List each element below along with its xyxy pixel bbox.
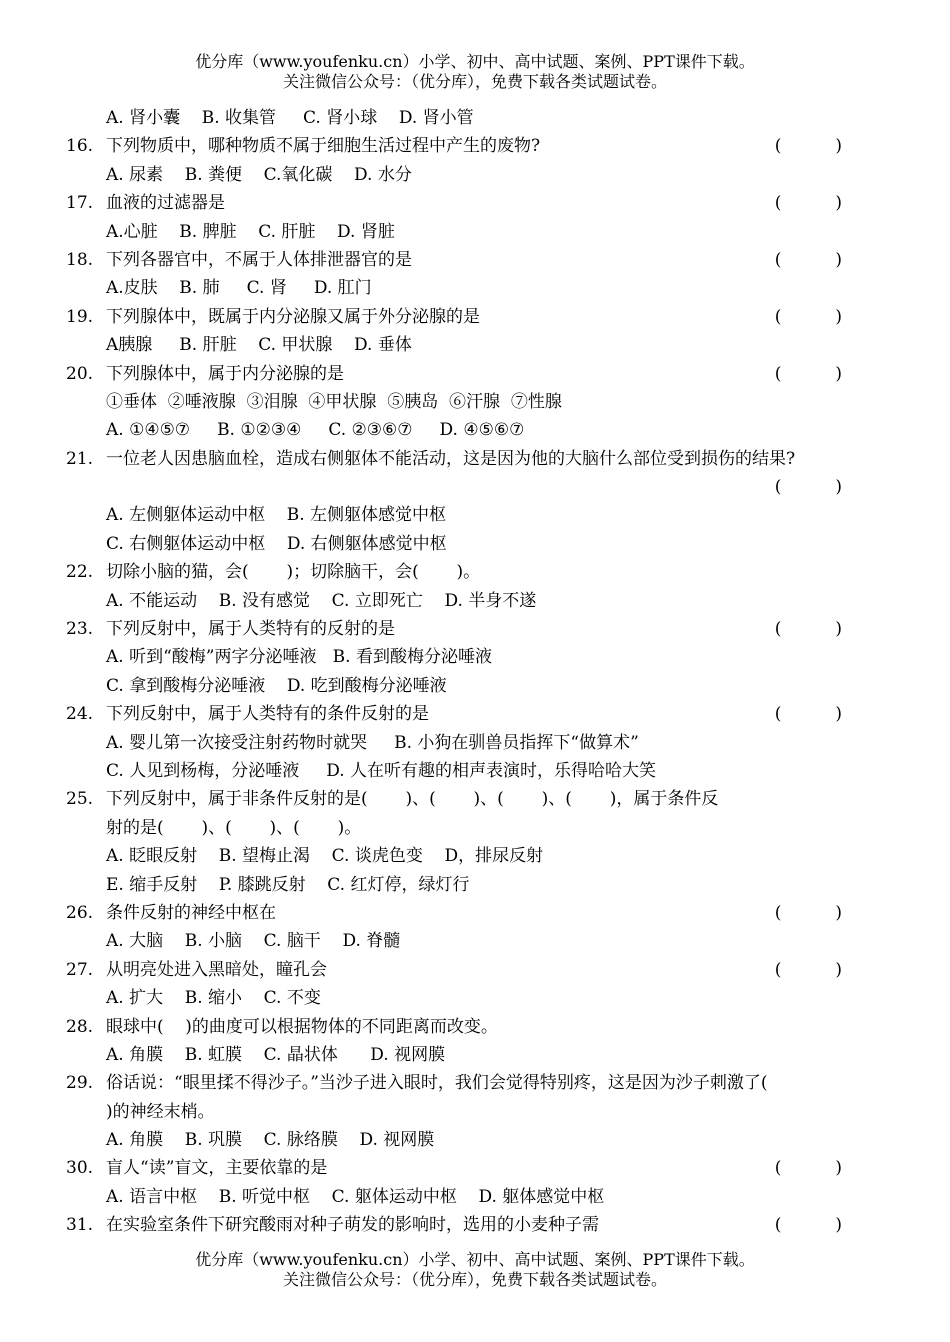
question-text: 下列物质中，哪种物质不属于细胞生活过程中产生的废物? — [106, 136, 541, 157]
answer-bracket: ( ) — [774, 306, 842, 327]
option-line — [66, 1126, 896, 1154]
option-line — [66, 1041, 896, 1069]
option-text: A.皮肤 B. 肺 C. 肾 D. 肛门 — [106, 278, 372, 299]
option-line — [66, 1183, 896, 1211]
question-number: 23. — [66, 619, 94, 640]
option-text: ①垂体 ②唾液腺 ③泪腺 ④甲状腺 ⑤胰岛 ⑥汗腺 ⑦性腺 — [106, 391, 562, 412]
question-line — [66, 189, 896, 217]
question-text: 从明亮处进入黑暗处，瞳孔会 — [106, 959, 327, 980]
option-line — [66, 331, 896, 359]
option-text: A. 左侧躯体运动中枢 B. 左侧躯体感觉中枢 — [106, 505, 446, 526]
option-line — [66, 530, 896, 558]
question-line — [66, 956, 896, 984]
question-number: 27. — [66, 959, 94, 980]
answer-bracket: ( ) — [774, 477, 842, 498]
question-line — [66, 132, 896, 160]
option-line — [66, 729, 896, 757]
question-text: 在实验室条件下研究酸雨对种子萌发的影响时，选用的小麦种子需 — [106, 1215, 599, 1236]
question-text: 下列腺体中，属于内分泌腺的是 — [106, 363, 344, 384]
answer-bracket: ( ) — [774, 249, 842, 270]
option-text: A. 大脑 B. 小脑 C. 脑干 D. 脊髓 — [106, 931, 401, 952]
option-text: A. 肾小囊 B. 收集管 C. 肾小球 D. 肾小管 — [106, 108, 474, 128]
question-number: 16. — [66, 136, 94, 157]
question-text: 下列反射中，属于非条件反射的是( )、( )、( )、( )，属于条件反 — [106, 789, 719, 810]
option-text: A. 尿素 B. 粪便 C.氧化碳 D. 水分 — [106, 164, 412, 185]
option-text: E. 缩手反射 P. 膝跳反射 C. 红灯停，绿灯行 — [106, 874, 470, 895]
option-text: A. 扩大 B. 缩小 C. 不变 — [106, 988, 321, 1009]
question-number: 31. — [66, 1215, 94, 1236]
option-text: A胰腺 B. 肝脏 C. 甲状腺 D. 垂体 — [106, 335, 412, 356]
footer-line-2: 关注微信公众号：（优分库），免费下载各类试题试卷。 — [282, 1270, 667, 1289]
question-list — [66, 104, 896, 1240]
option-text: A. 听到“酸梅”两字分泌唾液 B. 看到酸梅分泌唾液 — [106, 647, 492, 668]
option-line — [66, 757, 896, 785]
question-number: 20. — [66, 363, 94, 384]
option-line — [66, 984, 896, 1012]
question-text: 血液的过滤器是 — [106, 193, 225, 214]
question-line — [66, 246, 896, 274]
answer-bracket: ( ) — [774, 619, 842, 640]
answer-bracket: ( ) — [774, 193, 842, 214]
answer-bracket: ( ) — [774, 1158, 842, 1179]
question-text: 切除小脑的猫，会( )；切除脑干，会( )。 — [106, 562, 481, 583]
option-text: C. 拿到酸梅分泌唾液 D. 吃到酸梅分泌唾液 — [106, 675, 447, 696]
question-line — [66, 445, 896, 473]
question-text: 盲人“读”盲文，主要依靠的是 — [106, 1158, 328, 1179]
question-number: 26. — [66, 902, 94, 923]
option-text: A. 语言中枢 B. 听觉中枢 C. 躯体运动中枢 D. 躯体感觉中枢 — [106, 1186, 605, 1207]
question-number: 21. — [66, 448, 94, 469]
question-number: 22. — [66, 562, 94, 583]
answer-bracket: ( ) — [774, 959, 842, 980]
option-text: C. 人见到杨梅，分泌唾液 D. 人在听有趣的相声表演时，乐得哈哈大笑 — [106, 760, 657, 781]
question-line — [66, 303, 896, 331]
question-number: 17. — [66, 193, 94, 214]
header-line-1: 优分库（www.youfenku.cn）小学、初中、高中试题、案例、PPT课件下载。 — [195, 52, 755, 71]
question-number: 29. — [66, 1073, 94, 1094]
question-number: 18. — [66, 249, 94, 270]
question-number: 24. — [66, 704, 94, 725]
question-line — [66, 615, 896, 643]
option-text: A. 角膜 B. 虹膜 C. 晶状体 D. 视网膜 — [106, 1044, 446, 1065]
header-line-2: 关注微信公众号：（优分库），免费下载各类试题试卷。 — [282, 72, 667, 91]
question-text: 下列腺体中，既属于内分泌腺又属于外分泌腺的是 — [106, 306, 480, 327]
option-line — [66, 871, 896, 899]
question-line — [66, 360, 896, 388]
question-line — [66, 785, 896, 813]
option-line — [66, 218, 896, 246]
question-line — [66, 558, 896, 586]
option-text — [66, 477, 106, 497]
footer-line-1: 优分库（www.youfenku.cn）小学、初中、高中试题、案例、PPT课件下载。 — [195, 1250, 755, 1269]
option-line — [66, 274, 896, 302]
question-text: 俗话说：“眼里揉不得沙子。”当沙子进入眼时，我们会觉得特别疼，这是因为沙子刺激了( — [106, 1073, 768, 1094]
page-header — [0, 52, 950, 92]
answer-bracket: ( ) — [774, 363, 842, 384]
option-line — [66, 161, 896, 189]
option-line — [66, 672, 896, 700]
question-text: 下列反射中，属于人类特有的反射的是 — [106, 619, 395, 640]
question-text: 条件反射的神经中枢在 — [106, 902, 276, 923]
option-text: A. 角膜 B. 巩膜 C. 脉络膜 D. 视网膜 — [106, 1130, 435, 1151]
option-line — [66, 643, 896, 671]
question-line — [66, 1154, 896, 1182]
option-text: A. ①④⑤⑦ B. ①②③④ C. ②③⑥⑦ D. ④⑤⑥⑦ — [106, 420, 525, 441]
question-text: 下列反射中，属于人类特有的条件反射的是 — [106, 704, 429, 725]
option-line — [66, 842, 896, 870]
question-line — [66, 1211, 896, 1239]
option-line — [66, 927, 896, 955]
question-number: 25. — [66, 789, 94, 810]
option-line — [66, 104, 896, 132]
answer-line — [66, 473, 896, 501]
option-line — [66, 388, 896, 416]
answer-bracket: ( ) — [774, 1215, 842, 1236]
question-text: 下列各器官中，不属于人体排泄器官的是 — [106, 249, 412, 270]
question-line — [66, 1069, 896, 1097]
question-number: 28. — [66, 1016, 94, 1037]
question-line — [66, 1013, 896, 1041]
question-number: 19. — [66, 306, 94, 327]
option-text: 射的是( )、( )、( )。 — [106, 817, 362, 838]
question-line — [66, 700, 896, 728]
answer-bracket: ( ) — [774, 902, 842, 923]
option-text: A. 不能运动 B. 没有感觉 C. 立即死亡 D. 半身不遂 — [106, 590, 537, 611]
answer-bracket: ( ) — [774, 704, 842, 725]
page-footer — [0, 1250, 950, 1290]
option-line — [66, 501, 896, 529]
option-line — [66, 587, 896, 615]
option-text: C. 右侧躯体运动中枢 D. 右侧躯体感觉中枢 — [106, 533, 447, 554]
question-text: 一位老人因患脑血栓，造成右侧躯体不能活动，这是因为他的大脑什么部位受到损伤的结果? — [106, 448, 796, 469]
question-text: 眼球中( )的曲度可以根据物体的不同距离而改变。 — [106, 1016, 498, 1037]
answer-bracket: ( ) — [774, 136, 842, 157]
option-line — [66, 416, 896, 444]
option-text: A.心脏 B. 脾脏 C. 肝脏 D. 肾脏 — [106, 221, 395, 242]
option-line — [66, 1098, 896, 1126]
option-line — [66, 814, 896, 842]
question-line — [66, 899, 896, 927]
option-text: )的神经末梢。 — [106, 1101, 215, 1122]
option-text: A. 婴儿第一次接受注射药物时就哭 B. 小狗在驯兽员指挥下“做算术” — [106, 732, 639, 753]
question-number: 30. — [66, 1158, 94, 1179]
option-text: A. 眨眼反射 B. 望梅止渴 C. 谈虎色变 D，排尿反射 — [106, 846, 544, 867]
